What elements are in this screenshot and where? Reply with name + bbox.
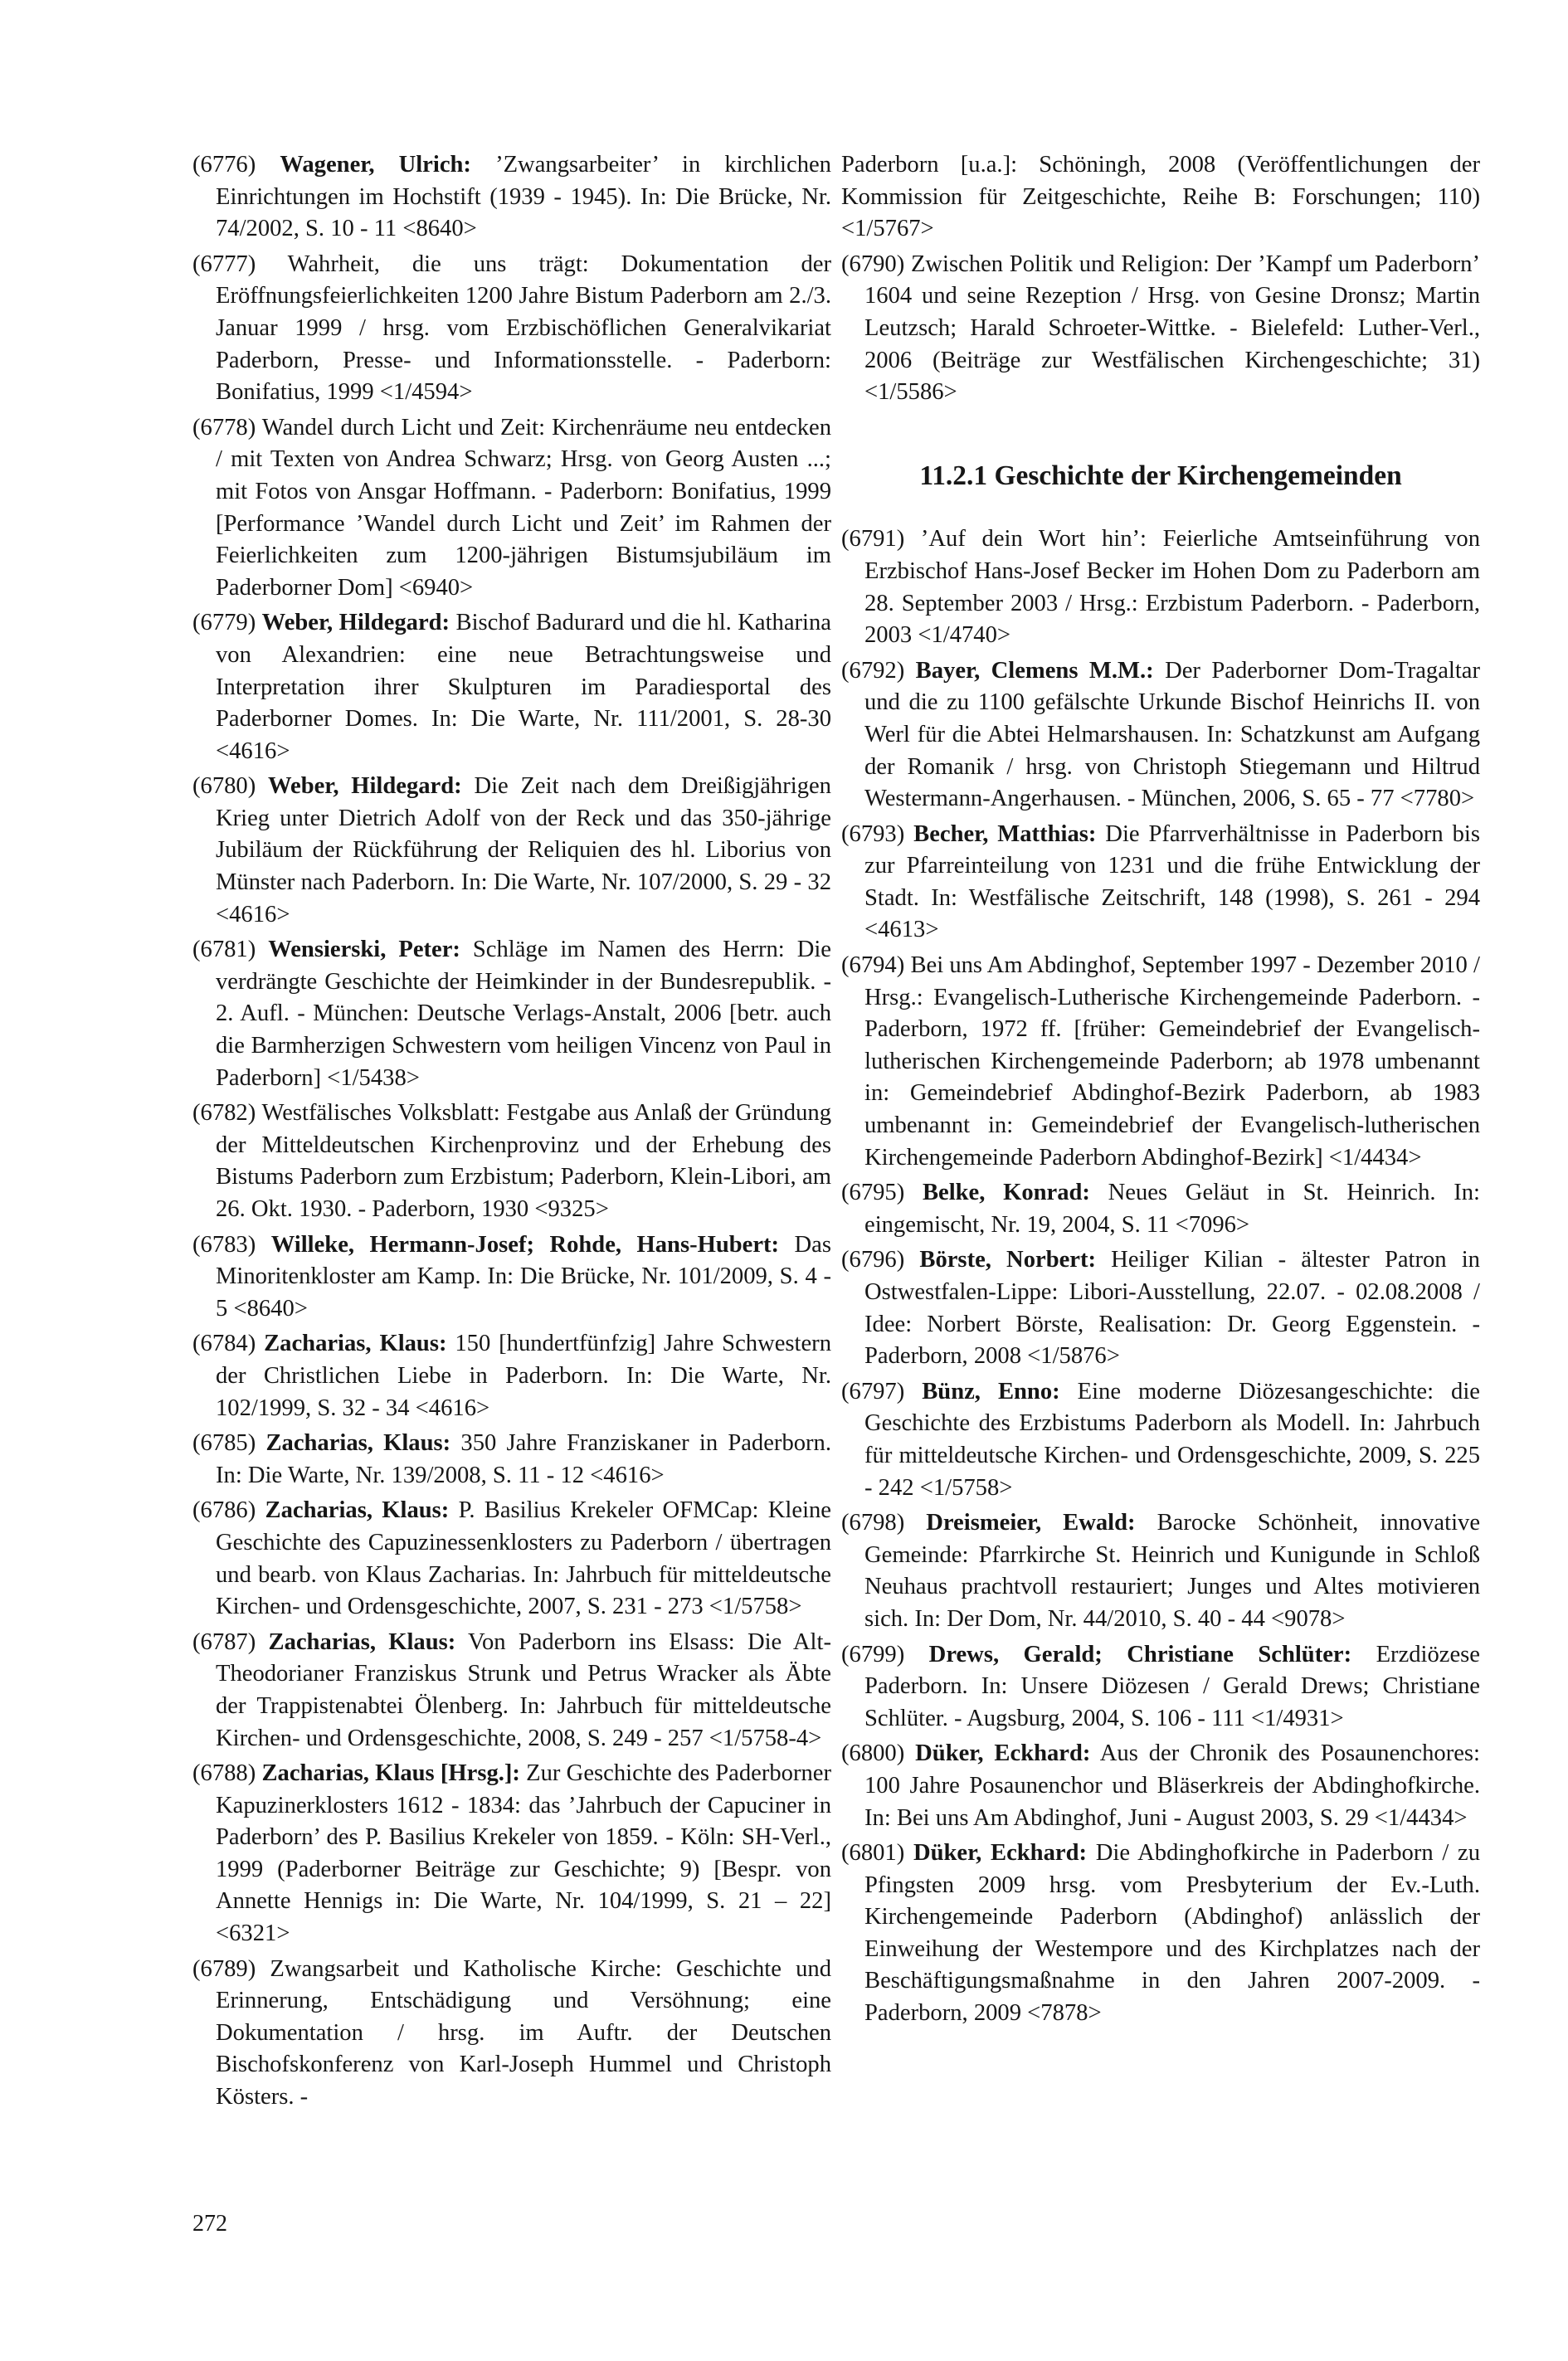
entry-author: Belke, Konrad:	[922, 1180, 1090, 1206]
entry-text: Westfälisches Volksblatt: Festgabe aus Anlaß der Gründung der Mitteldeutschen Kirchenprovinz und der Erhebung des Bistums Paderborn zum Erzbistum; Paderborn, Klein-Libori, am 26. Okt. 1930. - Paderborn, 1930 <9325>	[216, 1100, 831, 1222]
entry-text: Zwangsarbeit und Katholische Kirche: Geschichte und Erinnerung, Entschädigung und Versöhnung; eine Dokumentation / hrsg. im Auftr. der Deutschen Bischofskonferenz von Karl-Joseph Hummel und Christoph Kösters. -	[216, 1955, 831, 2110]
bibliography-entry	[841, 1639, 1480, 1735]
entry-number: (6795)	[841, 1180, 905, 1206]
bibliography-entry	[192, 1954, 831, 2114]
entry-text: Zwischen Politik und Religion: Der ’Kampf um Paderborn’ 1604 und seine Rezeption / Hrsg. von Gesine Dronsz; Martin Leutzsch; Harald Schroeter-Wittke. - Bielefeld: Luther-Verl., 2006 (Beiträge zur Westfälischen Kirchengeschichte; 31) <1/5586>	[864, 251, 1480, 406]
entry-number: (6792)	[841, 657, 905, 684]
entry-author: Zacharias, Klaus [Hrsg.]:	[261, 1760, 520, 1787]
entry-text: Der Paderborner Dom-Tragaltar und die zu 1100 gefälschte Urkunde Bischof Heinrichs II. von Werl für die Abtei Helmarshausen. In: Schatzkunst am Aufgang der Romanik / hrsg. von Christoph Stiegemann und Hiltrud Westermann-Angerhausen. - München, 2006, S. 65 - 77 <7780>	[864, 657, 1480, 812]
entry-author: Wensierski, Peter:	[268, 937, 460, 963]
entry-number: (6782)	[192, 1100, 256, 1127]
section-heading: 11.2.1 Geschichte der Kirchengemeinden	[919, 460, 1402, 491]
bibliography-entry	[192, 934, 831, 1094]
entry-text: Heiliger Kilian - ältester Patron in Ostwestfalen-Lippe: Libori-Ausstellung, 22.07. - 02.08.2008 / Idee: Norbert Börste, Realisation: Dr. Georg Eggenstein. - Paderborn, 2008 <1/5876>	[864, 1247, 1480, 1370]
entry-text: 350 Jahre Franziskaner in Paderborn. In: Die Warte, Nr. 139/2008, S. 11 - 12 <4616>	[216, 1430, 832, 1488]
left-column	[192, 149, 831, 2117]
entry-text: Eine moderne Diözesangeschichte: die Geschichte des Erzbistums Paderborn als Modell. In: Jahrbuch für mitteldeutsche Kirchen- und Ordensgeschichte, 2009, S. 225 - 242 <1/5758>	[864, 1378, 1480, 1501]
entry-author: Bünz, Enno:	[922, 1378, 1060, 1404]
entry-author: Zacharias, Klaus:	[264, 1331, 447, 1357]
bibliography-entry	[841, 950, 1480, 1174]
bibliography-entry	[841, 1177, 1480, 1241]
entry-number: (6779)	[192, 610, 256, 636]
bibliography-entry	[192, 1627, 831, 1755]
entry-number: (6796)	[841, 1247, 905, 1273]
bibliography-entry	[192, 149, 831, 246]
entry-text: ’Zwangsarbeiter’ in kirchlichen Einrichtungen im Hochstift (1939 - 1945). In: Die Brücke, Nr. 74/2002, S. 10 - 11 <8640>	[216, 152, 831, 242]
bibliography-entry	[192, 1229, 831, 1326]
bibliography-entry	[841, 1838, 1480, 2030]
entry-text: Barocke Schönheit, innovative Gemeinde: Pfarrkirche St. Heinrich und Kunigunde in Schloß Neuhaus prachtvoll restauriert; Junges und Altes motivieren sich. In: Der Dom, Nr. 44/2010, S. 40 - 44 <9078>	[864, 1510, 1481, 1632]
right-column	[841, 149, 1480, 2033]
entry-author: Willeke, Hermann-Josef; Rohde, Hans-Hubert:	[270, 1231, 780, 1258]
bibliography-entry	[841, 249, 1480, 409]
entry-number: (6783)	[192, 1231, 256, 1258]
entry-number: (6798)	[841, 1510, 905, 1536]
bibliography-entry	[841, 1507, 1480, 1635]
bibliography-entry	[841, 1376, 1480, 1504]
entry-number: (6781)	[192, 937, 256, 963]
entry-text: Wandel durch Licht und Zeit: Kirchenräume neu entdecken / mit Texten von Andrea Schwarz; Hrsg. von Georg Austen ...; mit Fotos von Ansgar Hoffmann. - Paderborn: Bonifatius, 1999 [Performance ’Wandel durch Licht und Zeit’ im Rahmen der Feierlichkeiten zum 1200-jährigen Bistumsjubiläum im Paderborner Dom] <6940>	[216, 414, 831, 601]
entry-author: Düker, Eckhard:	[915, 1740, 1091, 1767]
bibliography-entry	[841, 1738, 1480, 1834]
bibliography-entry	[841, 819, 1480, 947]
entry-author: Bayer, Clemens M.M.:	[915, 657, 1154, 684]
entry-number: (6788)	[192, 1760, 256, 1787]
entry-number: (6799)	[841, 1641, 905, 1667]
bibliography-entry	[192, 249, 831, 409]
bibliography-entry	[841, 655, 1480, 815]
entry-number: (6794)	[841, 952, 905, 979]
entry-number: (6778)	[192, 414, 256, 441]
entry-number: (6777)	[192, 251, 256, 277]
entry-number: (6784)	[192, 1331, 256, 1357]
entry-author: Drews, Gerald; Christiane Schlüter:	[928, 1641, 1352, 1667]
bibliography-entry	[841, 1244, 1480, 1372]
entry-number: (6790)	[841, 251, 905, 277]
entry-author: Zacharias, Klaus:	[268, 1628, 456, 1655]
entry-text: Erzdiözese Paderborn. In: Unsere Diözesen / Gerald Drews; Christiane Schlüter. - Augsburg, 2004, S. 106 - 111 <1/4931>	[864, 1641, 1480, 1731]
entry-number: (6797)	[841, 1378, 905, 1404]
entry-text: Von Paderborn ins Elsass: Die Alt-Theodorianer Franziskus Strunk und Petrus Wracker als Äbte der Trappistenabtei Ölenberg. In: Jahrbuch für mitteldeutsche Kirchen- und Ordensgeschichte, 2008, S. 249 - 257 <1/5758-4>	[216, 1628, 831, 1751]
entry-author: Dreismeier, Ewald:	[926, 1510, 1136, 1536]
page-number: 272	[192, 2211, 227, 2237]
bibliography-entry	[192, 1098, 831, 1225]
entry-number: (6785)	[192, 1430, 256, 1457]
entry-text: Aus der Chronik des Posaunenchores: 100 Jahre Posaunenchor und Bläserkreis der Abdinghofkirche. In: Bei uns Am Abdinghof, Juni - August 2003, S. 29 <1/4434>	[864, 1740, 1480, 1831]
entry-number: (6801)	[841, 1840, 905, 1867]
entry-text: P. Basilius Krekeler OFMCap: Kleine Geschichte des Capuzinessenklosters zu Paderborn / übertragen und bearb. von Klaus Zacharias. In: Jahrbuch für mitteldeutsche Kirchen- und Ordensgeschichte, 2007, S. 231 - 273 <1/5758>	[216, 1497, 831, 1620]
entry-number: (6793)	[841, 820, 905, 847]
entry-author: Wagener, Ulrich:	[280, 152, 471, 178]
entry-author: Zacharias, Klaus:	[265, 1497, 450, 1524]
bibliography-entry	[192, 771, 831, 931]
bibliography-entry	[192, 412, 831, 605]
bibliography-entry	[192, 607, 831, 767]
bibliography-entry	[192, 1758, 831, 1950]
entry-text: Die Abdinghofkirche in Paderborn / zu Pfingsten 2009 hrsg. vom Presbyterium der Ev.-Luth. Kirchengemeinde Paderborn (Abdinghof) anlässlich der Einweihung der Westempore und des Kirchplatzes nach der Beschäftigungsmaßnahme in den Jahren 2007-2009. - Paderborn, 2009 <7878>	[864, 1840, 1481, 2027]
entry-number: (6786)	[192, 1497, 256, 1524]
entry-text: Bei uns Am Abdinghof, September 1997 - Dezember 2010 / Hrsg.: Evangelisch-Lutherische Kirchengemeinde Paderborn. - Paderborn, 1972 ff. [früher: Gemeindebrief der Evangelisch-lutherischen Kirchengemeinde Paderborn; ab 1978 umbenannt in: Gemeindebrief Abdinghof-Bezirk Paderborn, ab 1983 umbenannt in: Gemeindebrief der Evangelisch-lutherischen Kirchengemeinde Paderborn Abdinghof-Bezirk] <1/4434>	[864, 952, 1480, 1171]
entry-number: (6789)	[192, 1955, 256, 1982]
entry-text: Die Pfarrverhältnisse in Paderborn bis zur Pfarreinteilung von 1231 und die frühe Entwicklung der Stadt. In: Westfälische Zeitschrift, 148 (1998), S. 261 - 294 <4613>	[864, 820, 1480, 943]
entry-number: (6776)	[192, 152, 256, 178]
entry-text: Neues Geläut in St. Heinrich. In: eingemischt, Nr. 19, 2004, S. 11 <7096>	[864, 1180, 1480, 1238]
bibliography-entry	[841, 523, 1480, 651]
entry-author: Börste, Norbert:	[919, 1247, 1097, 1273]
entry-text: Die Zeit nach dem Dreißigjährigen Krieg unter Dietrich Adolf von der Reck und das 350-jährige Jubiläum der Rückführung der Reliquien des hl. Liborius von Münster nach Paderborn. In: Die Warte, Nr. 107/2000, S. 29 - 32 <4616>	[216, 773, 831, 927]
entry-author: Weber, Hildegard:	[261, 610, 450, 636]
entry-number: (6800)	[841, 1740, 905, 1767]
bibliography-entry	[192, 1428, 831, 1492]
entry-text: Zur Geschichte des Paderborner Kapuzinerklosters 1612 - 1834: das ’Jahrbuch der Capuciner in Paderborn’ des P. Basilius Krekeler von 1859. - Köln: SH-Verl., 1999 (Paderborner Beiträge zur Geschichte; 9) [Bespr. von Annette Hennigs in: Die Warte, Nr. 104/1999, S. 21 – 22] <6321>	[216, 1760, 831, 1947]
entry-list-after-heading	[841, 523, 1480, 2029]
entry-text: 150 [hundertfünfzig] Jahre Schwestern der Christlichen Liebe in Paderborn. In: Die Warte, Nr. 102/1999, S. 32 - 34 <4616>	[216, 1331, 831, 1421]
bibliography-entry	[192, 1328, 831, 1424]
entry-number: (6780)	[192, 773, 256, 800]
entry-text: Das Minoritenkloster am Kamp. In: Die Brücke, Nr. 101/2009, S. 4 - 5 <8640>	[216, 1231, 831, 1322]
entry-number: (6787)	[192, 1628, 256, 1655]
entry-list-before-heading	[841, 249, 1480, 409]
entry-text: Schläge im Namen des Herrn: Die verdrängte Geschichte der Heimkinder in der Bundesrepublik. - 2. Aufl. - München: Deutsche Verlags-Anstalt, 2006 [betr. auch die Barmherzigen Schwestern vom heiligen Vincenz von Paul in Paderborn] <1/5438>	[216, 937, 831, 1091]
continued-entry-text: Paderborn [u.a.]: Schöningh, 2008 (Veröffentlichungen der Kommission für Zeitgeschichte, Reihe B: Forschungen; 110) <1/5767>	[841, 152, 1480, 242]
entry-text: ’Auf dein Wort hin’: Feierliche Amtseinführung von Erzbischof Hans-Josef Becker im Hohen Dom zu Paderborn am 28. September 2003 / Hrsg.: Erzbistum Paderborn. - Paderborn, 2003 <1/4740>	[864, 526, 1480, 649]
entry-text: Wahrheit, die uns trägt: Dokumentation der Eröffnungsfeierlichkeiten 1200 Jahre Bistum Paderborn am 2./3. Januar 1999 / hrsg. vom Erzbischöflichen Generalvikariat Paderborn, Presse- und Informationsstelle. - Paderborn: Bonifatius, 1999 <1/4594>	[216, 251, 831, 406]
entry-text: Bischof Badurard und die hl. Katharina von Alexandrien: eine neue Betrachtungsweise und Interpretation ihrer Skulpturen im Paradiesportal des Paderborner Domes. In: Die Warte, Nr. 111/2001, S. 28-30 <4616>	[216, 610, 831, 764]
entry-author: Düker, Eckhard:	[913, 1840, 1088, 1867]
entry-author: Becher, Matthias:	[913, 820, 1097, 847]
bibliography-entry	[192, 1495, 831, 1623]
entry-number: (6791)	[841, 526, 905, 553]
entry-author: Weber, Hildegard:	[267, 773, 462, 800]
entry-author: Zacharias, Klaus:	[265, 1430, 451, 1457]
